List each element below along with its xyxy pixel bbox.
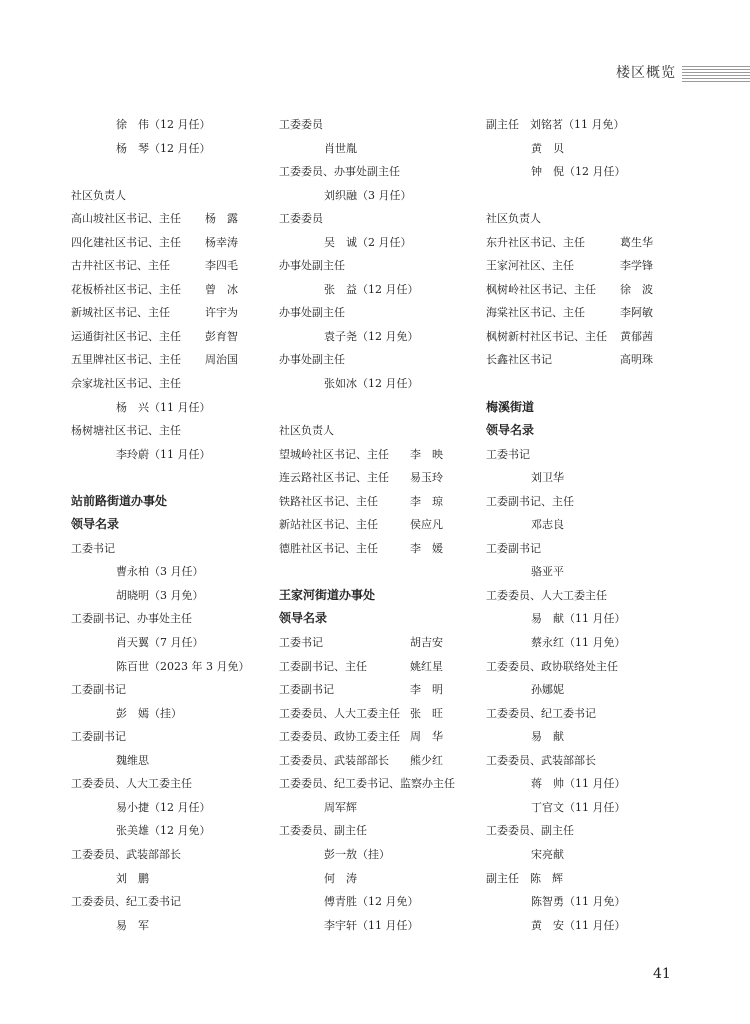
person-name: 李 媛: [410, 541, 443, 555]
entry-text: 杨树塘社区书记、主任: [71, 424, 181, 438]
roster-line: [279, 772, 479, 796]
entry-text: 胡晓明（3 月免）: [116, 588, 204, 602]
entry-text: 丁官文（11 月任）: [531, 800, 626, 814]
entry-text: 李宇轩（11 月任）: [324, 918, 419, 932]
entry-text: 古井社区书记、主任: [71, 259, 170, 273]
roster-line: [486, 301, 686, 325]
person-name: 杨幸涛: [205, 235, 238, 249]
person-name: 李阿敏: [620, 306, 653, 320]
roster-line: [279, 890, 479, 914]
roster-line: [71, 325, 271, 349]
person-name: 葛生华: [620, 235, 653, 249]
entry-text: 德胜社区书记、主任: [279, 541, 378, 555]
roster-line: [279, 678, 479, 702]
person-name: 李 明: [410, 683, 443, 697]
entry-text: 工委委员、副主任: [279, 824, 367, 838]
roster-line: [71, 137, 271, 161]
spacer-line: [486, 184, 686, 208]
entry-text: 花板桥社区书记、主任: [71, 282, 181, 296]
roster-line: [279, 254, 479, 278]
heading-text: 梅溪街道: [486, 399, 535, 414]
roster-line: [486, 631, 686, 655]
roster-line: [279, 325, 479, 349]
entry-text: 曹永柏（3 月任）: [116, 565, 204, 579]
roster-line: [279, 443, 479, 467]
heading-text: 领导名录: [486, 423, 535, 438]
roster-line: [486, 537, 686, 561]
roster-line: [71, 796, 271, 820]
roster-line: [71, 184, 271, 208]
entry-text: 陈智勇（11 月免）: [531, 895, 626, 909]
roster-line: [486, 678, 686, 702]
entry-text: 工委委员、人大工委主任: [486, 588, 607, 602]
entry-text: 工委委员、政协工委主任: [279, 730, 400, 744]
roster-line: [486, 655, 686, 679]
entry-text: 工委委员: [279, 212, 323, 226]
person-name: 易玉玲: [410, 471, 443, 485]
entry-text: 工委委员、纪工委书记: [71, 895, 181, 909]
entry-text: 副主任 刘铭茗（11 月免）: [486, 118, 625, 131]
entry-text: 张如冰（12 月任）: [324, 377, 419, 391]
roster-line: [71, 843, 271, 867]
entry-text: 四化建社区书记、主任: [71, 235, 181, 249]
entry-text: 蔡永红（11 月免）: [531, 636, 626, 650]
entry-text: 社区负责人: [486, 212, 541, 226]
entry-text: 工委委员: [279, 118, 323, 131]
roster-line: [486, 702, 686, 726]
roster-line: [279, 843, 479, 867]
entry-text: 工委委员、武装部部长: [486, 753, 596, 767]
roster-line: [71, 207, 271, 231]
entry-text: 易 军: [116, 918, 149, 932]
roster-line: [279, 231, 479, 255]
entry-text: 袁子尧（12 月免）: [324, 329, 419, 343]
roster-line: [486, 137, 686, 161]
person-name: 李 映: [410, 447, 443, 461]
entry-text: 新城社区书记、主任: [71, 306, 170, 320]
entry-text: 工委委员、人大工委主任: [71, 777, 192, 791]
roster-line: [486, 490, 686, 514]
roster-line: [71, 914, 271, 938]
roster-line: [71, 702, 271, 726]
roster-line: [486, 113, 686, 137]
person-name: 曾 冰: [205, 282, 238, 296]
roster-line: [279, 113, 479, 137]
roster-line: [279, 301, 479, 325]
roster-line: [279, 372, 479, 396]
person-name: 侯应凡: [410, 518, 443, 532]
roster-line: [71, 890, 271, 914]
entry-text: 工委副书记、办事处主任: [71, 612, 192, 626]
person-name: 彭育智: [205, 329, 238, 343]
roster-line: [279, 749, 479, 773]
entry-text: 周军辉: [324, 800, 357, 814]
entry-text: 骆亚平: [531, 565, 564, 579]
roster-line: [486, 796, 686, 820]
entry-text: 工委委员、武装部部长: [71, 847, 181, 861]
roster-line: [486, 160, 686, 184]
roster-line: [279, 207, 479, 231]
person-name: 姚红星: [410, 659, 443, 673]
roster-line: [279, 184, 479, 208]
person-name: 周 华: [410, 730, 443, 744]
roster-line: [71, 655, 271, 679]
roster-line: [71, 419, 271, 443]
entry-text: 工委书记: [71, 541, 115, 555]
entry-text: 办事处副主任: [279, 353, 345, 367]
roster-line: [486, 254, 686, 278]
roster-line: [486, 443, 686, 467]
roster-line: [71, 443, 271, 467]
roster-line: [279, 819, 479, 843]
heading-text: 领导名录: [279, 611, 328, 626]
entry-text: 工委委员、武装部部长: [279, 753, 389, 767]
entry-text: 工委委员、纪工委书记: [486, 706, 596, 720]
entry-text: 邓志良: [531, 518, 564, 532]
roster-line: [279, 419, 479, 443]
entry-text: 工委委员、纪工委书记、监察办主任: [279, 777, 455, 791]
person-name: 许宇为: [205, 306, 238, 320]
entry-text: 连云路社区书记、主任: [279, 471, 389, 485]
entry-text: 东升社区书记、主任: [486, 235, 585, 249]
entry-text: 枫树岭社区书记、主任: [486, 282, 596, 296]
roster-line: [71, 584, 271, 608]
section-heading: [486, 419, 686, 443]
entry-text: 刘卫华: [531, 471, 564, 485]
entry-text: 社区负责人: [279, 424, 334, 438]
entry-text: 易 献: [531, 730, 564, 744]
entry-text: 工委委员、办事处副主任: [279, 165, 400, 179]
entry-text: 李玲蔚（11 月任）: [116, 447, 211, 461]
roster-line: [486, 914, 686, 938]
section-heading: [279, 584, 479, 608]
roster-line: [486, 607, 686, 631]
spacer-line: [279, 396, 479, 420]
entry-text: 黄 安（11 月任）: [531, 918, 626, 932]
roster-line: [71, 254, 271, 278]
entry-text: 黄 贝: [531, 141, 564, 155]
roster-line: [486, 513, 686, 537]
roster-line: [279, 466, 479, 490]
spacer-line: [71, 466, 271, 490]
roster-line: [486, 348, 686, 372]
entry-text: 蒋 帅（11 月任）: [531, 777, 626, 791]
person-name: 黄郁茜: [620, 329, 653, 343]
roster-line: [279, 160, 479, 184]
person-name: 李四毛: [205, 259, 238, 273]
entry-text: 彭 嫣（挂）: [116, 706, 182, 720]
roster-line: [486, 772, 686, 796]
roster-line: [71, 725, 271, 749]
entry-text: 望城岭社区书记、主任: [279, 447, 389, 461]
entry-text: 杨 兴（11 月任）: [116, 400, 211, 414]
spacer-line: [279, 560, 479, 584]
person-name: 熊少红: [410, 753, 443, 767]
entry-text: 魏维思: [116, 753, 149, 767]
entry-text: 高山坡社区书记、主任: [71, 212, 181, 226]
entry-text: 孙娜妮: [531, 683, 564, 697]
roster-line: [486, 325, 686, 349]
section-heading: [486, 396, 686, 420]
roster-line: [486, 560, 686, 584]
entry-text: 彭一敖（挂）: [324, 847, 390, 861]
column-middle: [279, 113, 479, 937]
entry-text: 工委副书记、主任: [279, 659, 367, 673]
roster-line: [486, 231, 686, 255]
entry-text: 社区负责人: [71, 188, 126, 202]
roster-line: [71, 301, 271, 325]
person-name: 杨 露: [205, 212, 238, 226]
column-left: [71, 113, 271, 937]
entry-text: 工委委员、副主任: [486, 824, 574, 838]
roster-line: [71, 537, 271, 561]
page-number: 41: [653, 966, 671, 982]
roster-line: [279, 348, 479, 372]
roster-line: [279, 655, 479, 679]
roster-line: [279, 725, 479, 749]
entry-text: 办事处副主任: [279, 259, 345, 273]
entry-text: 工委委员、人大工委主任: [279, 706, 400, 720]
entry-text: 五里牌社区书记、主任: [71, 353, 181, 367]
entry-text: 工委副书记、主任: [486, 494, 574, 508]
roster-line: [71, 278, 271, 302]
heading-text: 王家河街道办事处: [279, 587, 376, 602]
roster-line: [71, 372, 271, 396]
section-title: 楼区概览: [616, 65, 676, 81]
entry-text: 工委副书记: [279, 683, 334, 697]
roster-line: [279, 914, 479, 938]
roster-line: [486, 749, 686, 773]
roster-line: [486, 867, 686, 891]
roster-line: [71, 560, 271, 584]
entry-text: 海棠社区书记、主任: [486, 306, 585, 320]
roster-line: [279, 867, 479, 891]
entry-text: 工委副书记: [71, 730, 126, 744]
entry-text: 运通街社区书记、主任: [71, 329, 181, 343]
person-name: 李 琼: [410, 494, 443, 508]
person-name: 高明珠: [620, 353, 653, 367]
roster-line: [486, 890, 686, 914]
roster-line: [71, 772, 271, 796]
spacer-line: [71, 160, 271, 184]
entry-text: 钟 倪（12 月任）: [531, 165, 626, 179]
person-name: 徐 波: [620, 282, 653, 296]
section-heading: [279, 607, 479, 631]
entry-text: 肖世胤: [324, 141, 357, 155]
header-rule-lines: [682, 66, 750, 84]
roster-line: [486, 843, 686, 867]
roster-line: [486, 725, 686, 749]
roster-line: [279, 537, 479, 561]
entry-text: 长鑫社区书记: [486, 353, 552, 367]
entry-text: 徐 伟（12 月任）: [116, 118, 211, 131]
roster-line: [71, 113, 271, 137]
entry-text: 枫树新村社区书记、主任: [486, 329, 607, 343]
roster-line: [71, 607, 271, 631]
roster-line: [71, 396, 271, 420]
roster-line: [486, 278, 686, 302]
entry-text: 易 献（11 月任）: [531, 612, 626, 626]
roster-line: [486, 466, 686, 490]
roster-line: [71, 749, 271, 773]
person-name: 胡吉安: [410, 636, 443, 650]
entry-text: 铁路社区书记、主任: [279, 494, 378, 508]
entry-text: 工委书记: [279, 636, 323, 650]
heading-text: 领导名录: [71, 517, 120, 532]
entry-text: 杨 琴（12 月任）: [116, 141, 211, 155]
entry-text: 工委委员、政协联络处主任: [486, 659, 618, 673]
roster-line: [279, 796, 479, 820]
roster-line: [71, 631, 271, 655]
entry-text: 张美雄（12 月免）: [116, 824, 211, 838]
entry-text: 傅青胜（12 月免）: [324, 895, 419, 909]
entry-text: 王家河社区、主任: [486, 259, 574, 273]
spacer-line: [486, 372, 686, 396]
roster-line: [71, 678, 271, 702]
roster-line: [279, 513, 479, 537]
roster-line: [279, 490, 479, 514]
entry-text: 工委书记: [486, 447, 530, 461]
entry-text: 肖天翼（7 月任）: [116, 636, 204, 650]
person-name: 李学锋: [620, 259, 653, 273]
roster-line: [279, 137, 479, 161]
entry-text: 宋亮献: [531, 847, 564, 861]
entry-text: 副主任 陈 辉: [486, 871, 563, 885]
section-heading: [71, 490, 271, 514]
entry-text: 新站社区书记、主任: [279, 518, 378, 532]
roster-line: [486, 207, 686, 231]
roster-line: [486, 819, 686, 843]
entry-text: 办事处副主任: [279, 306, 345, 320]
entry-text: 陈百世（2023 年 3 月免）: [116, 659, 250, 673]
roster-line: [486, 584, 686, 608]
roster-line: [279, 631, 479, 655]
heading-text: 站前路街道办事处: [71, 493, 168, 508]
entry-text: 刘织融（3 月任）: [324, 188, 412, 202]
person-name: 周治国: [205, 353, 238, 367]
entry-text: 何 涛: [324, 871, 357, 885]
column-right: [486, 113, 686, 937]
roster-line: [71, 819, 271, 843]
entry-text: 佘家垅社区书记、主任: [71, 377, 181, 391]
roster-line: [71, 348, 271, 372]
entry-text: 工委副书记: [71, 683, 126, 697]
entry-text: 吴 诚（2 月任）: [324, 235, 412, 249]
entry-text: 易小捷（12 月任）: [116, 800, 211, 814]
entry-text: 张 益（12 月任）: [324, 282, 419, 296]
roster-line: [279, 702, 479, 726]
person-name: 张 旺: [410, 706, 443, 720]
section-heading: [71, 513, 271, 537]
roster-line: [71, 867, 271, 891]
entry-text: 工委副书记: [486, 541, 541, 555]
roster-line: [279, 278, 479, 302]
entry-text: 刘 鹏: [116, 871, 149, 885]
roster-line: [71, 231, 271, 255]
